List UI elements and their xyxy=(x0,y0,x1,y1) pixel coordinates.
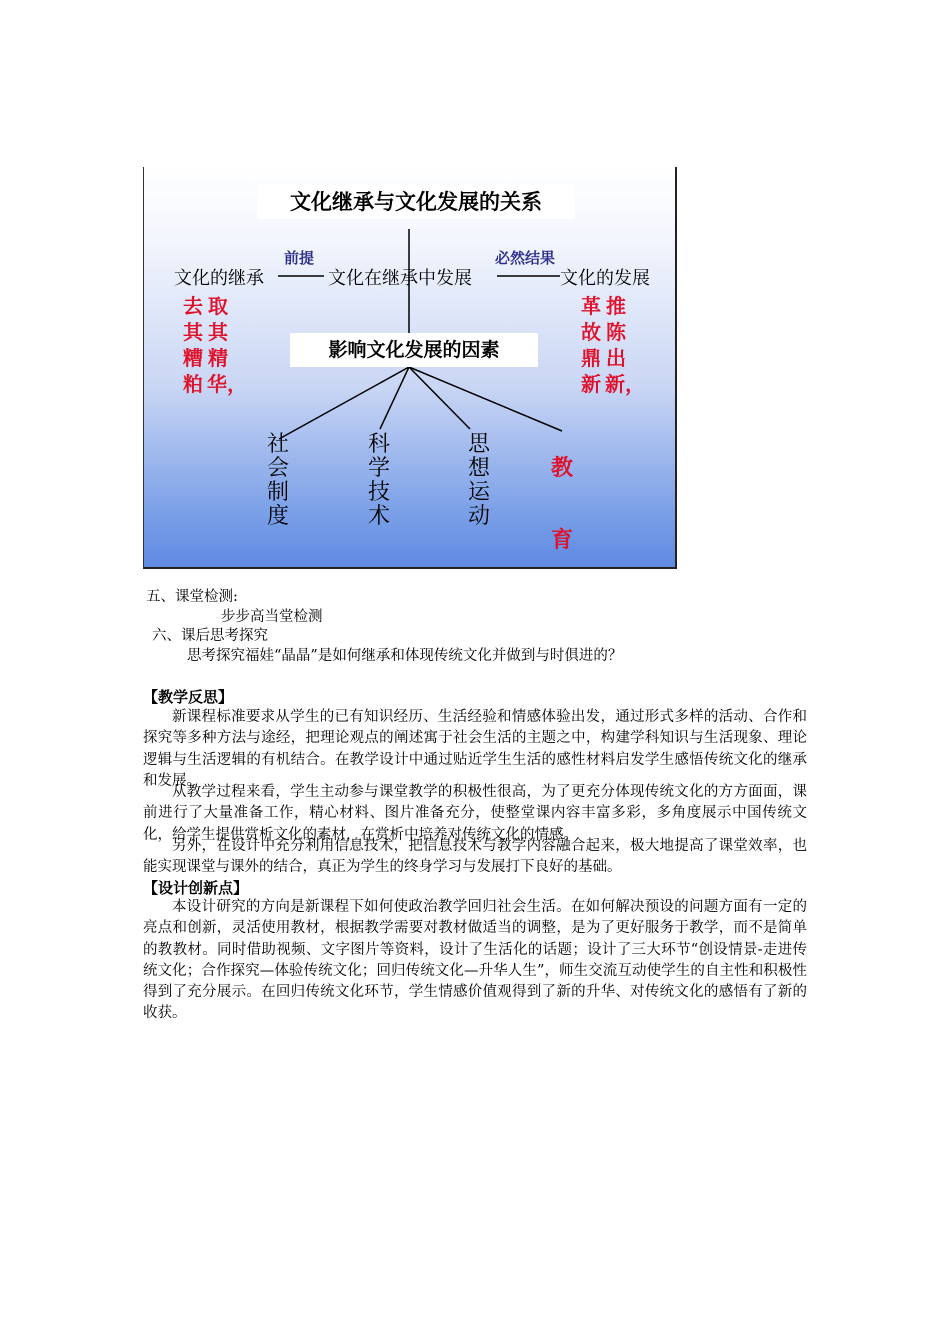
right-red-col1: 革故鼎新 xyxy=(581,294,601,396)
factor-education: 教育 xyxy=(550,456,573,553)
branch-line-3 xyxy=(409,367,470,429)
develop-in-inheritance-node: 文化在继承中发展 xyxy=(328,268,472,289)
right-edge-label: 必然结果 xyxy=(495,249,556,267)
section6-item: 思考探究福娃“晶晶”是如何继承和体现传统文化并做到与时俱进的？ xyxy=(187,648,623,664)
diagram-title: 文化继承与文化发展的关系 xyxy=(257,185,575,219)
inheritance-node: 文化的继承 xyxy=(174,268,264,289)
reflection-paragraph-3: 另外，在设计中充分利用信息技术，把信息技术与教学内容融合起来，极大地提高了课堂效率，也能实现课堂与课外的结合，真正为学生的终身学习与发展打下良好的基础。 xyxy=(143,838,807,876)
factor-science-technology: 科学技术 xyxy=(367,432,390,529)
branch-line-4 xyxy=(409,367,562,431)
development-node: 文化的发展 xyxy=(560,268,650,289)
factor-social-system: 社会制度 xyxy=(266,432,289,529)
branch-line-1 xyxy=(279,367,409,439)
factor-thought-movement: 思想运动 xyxy=(467,432,490,529)
left-red-col2: 取其精华， xyxy=(207,294,247,396)
section6-heading: 六、课后思考探究 xyxy=(152,628,268,644)
relationship-diagram xyxy=(143,167,677,569)
innovation-paragraph: 本设计研究的方向是新课程下如何使政治教学回归社会生活。在如何解决预设的问题方面有一定的亮点和创新，灵活使用教材，根据教学需要对教材做适当的调整，是为了更好服务于教学，而不是简单的教教材。同时借助视频、文字图片等资料，设计了生活化的话题；设计了三大环节“创设情景-走进传统文化；合作探究—体验传统文化；回归传统文化—升华人生”，师生交流互动使学生的自主性和积极性得到了充分展示。在回归传统文化环节，学生情感价值观得到了新的升华、对传统文化的感悟有了新的收获。 xyxy=(143,899,807,1022)
left-red-col1: 去其糟粕 xyxy=(183,294,203,396)
section5-heading: 五、课堂检测: xyxy=(146,589,238,605)
right-red-col2: 推陈出新， xyxy=(605,294,645,396)
left-edge-label: 前提 xyxy=(284,249,315,267)
reflection-paragraph-2: 从教学过程来看，学生主动参与课堂教学的积极性很高，为了更充分体现传统文化的方方面面，课前进行了大量准备工作，精心材料、图片准备充分，使整堂课内容丰富多彩，多角度展示中国传统文化，给学生提供赏析文化的素材，在赏析中培养对传统文化的情感。 xyxy=(143,784,807,843)
section5-item: 步步高当堂检测 xyxy=(221,609,323,625)
factor-title: 影响文化发展的因素 xyxy=(290,333,538,367)
reflection-paragraph-1: 新课程标准要求从学生的已有知识经历、生活经验和情感体验出发，通过形式多样的活动、合作和探究等多种方法与途经，把理论观点的阐述寓于社会生活的主题之中，构建学科知识与生活现象、理论逻辑与生活逻辑的有机结合。在教学设计中通过贴近学生生活的感性材料启发学生感悟传统文化的继承和发展。 xyxy=(143,709,807,789)
reflection-heading: 【教学反思】 xyxy=(143,688,234,706)
innovation-heading: 【设计创新点】 xyxy=(143,879,249,897)
branch-line-2 xyxy=(380,367,409,429)
